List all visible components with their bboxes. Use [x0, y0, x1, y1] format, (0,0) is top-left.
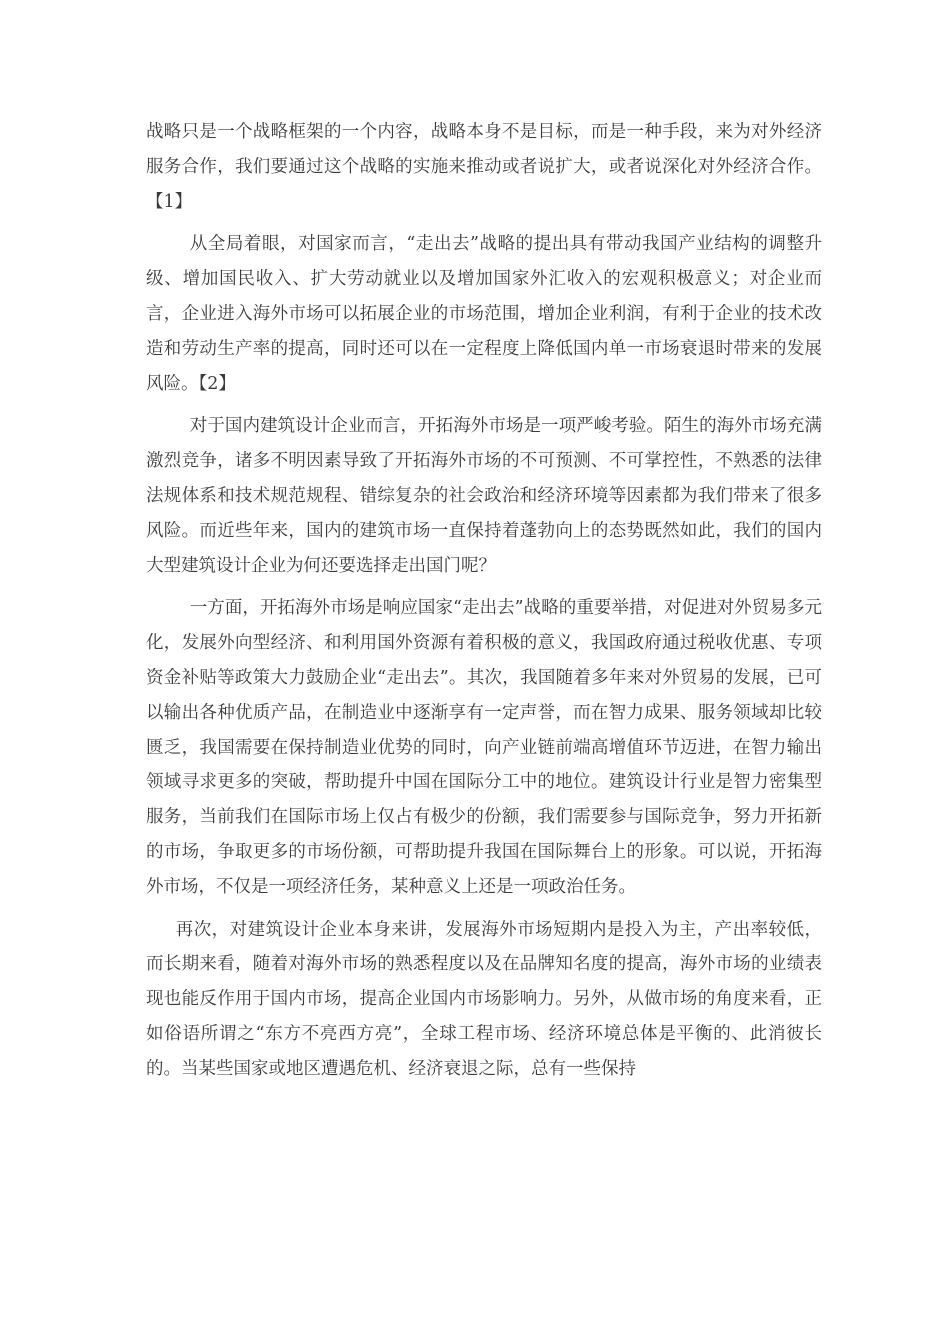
document-page — [146, 115, 822, 1095]
paragraph-strategy-framework: 战略只是一个战略框架的一个内容，战略本身不是目标，而是一种手段，来为对外经济服务合作，我们要通过这个战略的实施来推动或者说扩大，或者说深化对外经济合作。【1】 — [146, 122, 822, 212]
paragraph-furthermore: 再次，对建筑设计企业本身来讲，发展海外市场短期内是投入为主，产出率较低，而长期来看，随着对海外市场的熟悉程度以及在品牌知名度的提高，海外市场的业绩表现也能反作用于国内市场，提高企业国内市场影响力。另外，从做市场的角度来看，正如俗语所谓之“东方不亮西方亮”，全球工程市场、经济环境总体是平衡的、此消彼长的。当某些国家或地区遭遇危机、经济衰退之际，总有一些保持 — [146, 919, 822, 1079]
paragraph-global-view: 从全局着眼，对国家而言，“走出去”战略的提出具有带动我国产业结构的调整升级、增加国民收入、扩大劳动就业以及增加国家外汇收入的宏观积极意义；对企业而言，企业进入海外市场可以拓展企业的市场范围，增加企业利润，有利于企业的技术改造和劳动生产率的提高，同时还可以在一定程度上降低国内单一市场衰退时带来的发展风险。【2】 — [146, 234, 822, 394]
paragraph-on-one-hand: 一方面，开拓海外市场是响应国家“走出去”战略的重要举措，对促进对外贸易多元化，发展外向型经济、和利用国外资源有着积极的意义，我国政府通过税收优惠、专项资金补贴等政策大力鼓励企业“走出去”。其次，我国随着多年来对外贸易的发展，已可以输出各种优质产品，在制造业中逐渐享有一定声誉，而在智力成果、服务领域却比较匮乏，我国需要在保持制造业优势的同时，向产业链前端高增值环节迈进，在智力输出领域寻求更多的突破，帮助提升中国在国际分工中的地位。建筑设计行业是智力密集型服务，当前我们在国际市场上仅占有极少的份额，我们需要参与国际竞争，努力开拓新的市场，争取更多的市场份额，可帮助提升我国在国际舞台上的形象。可以说，开拓海外市场，不仅是一项经济任务，某种意义上还是一项政治任务。 — [146, 598, 822, 897]
paragraph-domestic-firms: 对于国内建筑设计企业而言，开拓海外市场是一项严峻考验。陌生的海外市场充满激烈竞争，诸多不明因素导致了开拓海外市场的不可预测、不可掌控性，不熟悉的法律法规体系和技术规范规程、错综复杂的社会政治和经济环境等因素都为我们带来了很多风险。而近些年来，国内的建筑市场一直保持着蓬勃向上的态势既然如此，我们的国内大型建筑设计企业为何还要选择走出国门呢？ — [146, 416, 822, 576]
